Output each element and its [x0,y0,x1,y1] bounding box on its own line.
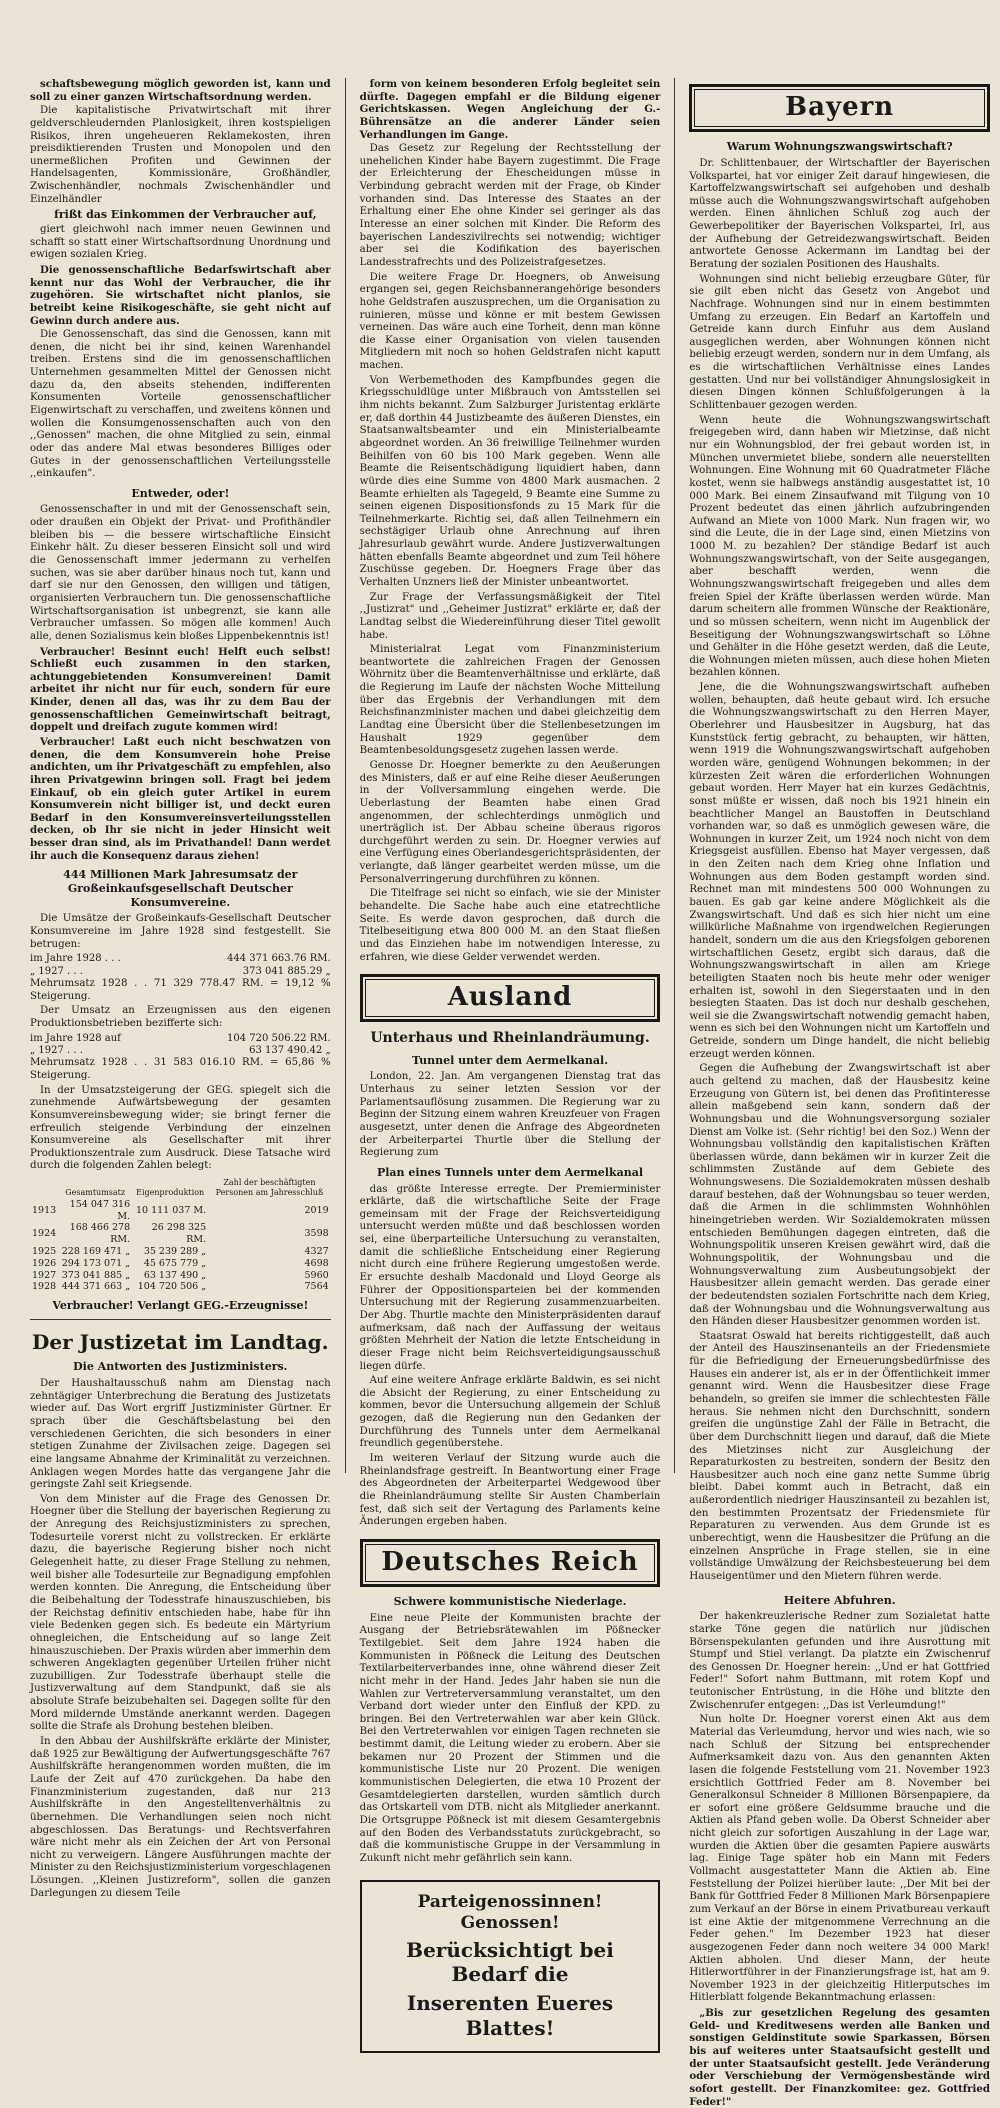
mid-para-1: form von keinem besonderen Erfolg begleitet sein dürfte. Dagegen empfahl er die Bildung eigener Gerichtskassen. Wegen Angleichung der G.-Bührensätze an die anderer Länder seien Verhandlungen im Gange. [359,78,661,141]
mid-para-5: Zur Frage der Verfassungsmäßigkeit der Titel ,,Justizrat" und ,,Geheimer Justizrat" erklärte er, daß der Landtag selbst die Wiedereinführung dieser Titel gewollt habe. [359,591,661,641]
right-column [689,78,991,2108]
bayern-para-1: Dr. Schlittenbauer, der Wirtschaftler der Bayerischen Volkspartei, hat vor einiger Zeit darauf hingewiesen, die Kartoffelzwangswirtschaft sei aufgehoben und deshalb müsse auch die Wohnungszwangswirtschaft aufgehoben werden. Einen ähnlichen Schluß zog auch der Gewerbepolitiker der Bayerischen Volkspartei, Irl, aus der Aufhebung der Getreidezwangswirtschaft. Beiden antwortete Genosse Ackermann im Landtag bei der Beratung der sozialen Positionen des Haushalts. [689,157,991,270]
ad-line-2: Berücksichtigt bei Bedarf die [406,1937,614,1987]
bayern-para-2: Wohnungen sind nicht beliebig erzeugbare Güter, für sie gilt eben nicht das Gesetz von Angebot und Nachfrage. Wohnungen sind nur in einem bestimmten Umfang zu erzeugen. Ein Bedarf an Kartoffeln und Getreide kann durch Einfuhr aus dem Ausland ausgeglichen werden, aber Wohnungen können nicht beliebig erzeugt werden, sondern nur in dem Umfang, als es die wirtschaftlichen Verhältnisse eines Landes gestatten. Und nur bei vollständiger Ahnungslosigkeit in diesen Dingen können Schlußfolgerungen à la Schlittenbauer gezogen werden. [689,273,991,412]
year-row-1928: im Jahre 1928 . . . 444 371 663.76 RM. [30,953,331,965]
table-row: 1927 373 041 885 „ 63 137 490 „ 5960 [32,1269,329,1281]
ausland-para-2: das größte Interesse erregte. Der Premierminister erklärte, daß die wirtschaftliche Seite der Frage gemeinsam mit der Frage der Reichsverteidigung untersucht werden müßte und daß beschlossen worden sei, eine überparteiliche Untersuchung zu veranstalten, damit die schließliche Entscheidung einer Regierung nicht durch eine frühere Regierung umgestoßen werde. Er ersuchte deshalb Macdonald und Lloyd George als Führer der Oppositionsparteien bei der kommenden Untersuchung mit der Regierung zusammenzuarbeiten. Der Abg. Thurtle machte den Ministerpräsidenten darauf aufmerksam, daß nach der Auffassung der weitaus größten Mehrheit der Nation die letzte Entscheidung in dieser Frage nicht beim Reichsverteidigungsausschuß liegen dürfe. [359,1183,661,1372]
ausland-para-4: Im weiteren Verlauf der Sitzung wurde auch die Rheinlandsfrage gestreift. In Beantwortung einer Frage des Abgeordneten der Arbeiterpartei Wedgewood über die Rheinlandräumung stellte Sir Austen Chamberlain fest, daß sich seit der Vertagung des Parlaments keine Änderungen ergeben haben. [359,1452,661,1528]
ausland-para-3: Auf eine weitere Anfrage erklärte Baldwin, es sei nicht die Absicht der Regierung, zu einer Entscheidung zu kommen, bevor die Untersuchung allgemein der Schluß gezogen, daß die Regierung nun den Gedanken der Durchführung des Tunnels unter dem Aermelkanal freundlich gegenüberstehe. [359,1375,661,1450]
body1-para-2: Verbraucher! Besinnt euch! Helft euch selbst! Schließt euch zusammen in den starken, achtunggebietenden Konsumvereinen! Damit arbeitet ihr nicht nur für euch, sondern für eure Kinder, denen all das, was ihr zu dem Bau der genossenschaftlichen Gemeinwirtschaft beitragt, doppelt und dreifach zugute kommen wird! [30,645,331,734]
intro-para-4: Die genossenschaftliche Bedarfswirtschaft aber kennt nur das Wohl der Verbraucher, die ihr zugehören. Sie wirtschaftet nicht planlos, sie betreibt keine Risikogeschäfte, sie geht nicht auf Gewinn durch andere aus. [30,263,331,327]
column-rule [345,78,346,1473]
bayern-subtitle: Warum Wohnungszwangswirtschaft? [726,140,953,154]
mid-para-4: Von Werbemethoden des Kampfbundes gegen die Kriegsschuldlüge unter Mißbrauch von Amtsstellen sei ihm nichts bekannt. Zum Salzburger Juristentag erklärte er, daß dorthin 44 Justizbeamte des äußeren Dienstes, ein Staatsanwaltsbeamter und ein Ministerialbeamte abgeordnet worden. An 36 freiwillige Teilnehmer wurden Beihilfen von 60 bis 100 Mark gegeben. Wenn alle Beamte die Reisentschädigung liquidiert haben, dann würde dies eine Summe von 4800 Mark ausmachen. 2 Beamte erhielten als Tagegeld, 9 Beamte eine Summe zu seinen eigenen Dispositionsfonds zu 15 Mark für die Teilnehmerkarte. Richtig sei, daß allen Teilnehmern ein sechstägiger Urlaub ohne Anrechnung auf ihren Jahresurlaub gewährt wurde. Andere Justizverwaltungen hätten ebenfalls Beamte abgeordnet und zum Teil höhere Zuschüsse gegeben. Dr. Hoegners Frage über das Verhalten Unzners ließ der Minister unbeantwortet. [359,374,661,588]
geg-body-3: In der Umsatzsteigerung der GEG. spiegelt sich die zunehmende Aufwärtsbewegung der gesamten Konsumvereinsbewegung wider; sie bringt ferner die erfreulich steigende Verbindung der einzelnen Konsumvereine als Gesellschafter mit ihrer Produktionszentrale zum Ausdruck. Diese Tatsache wird durch die folgenden Zahlen belegt: [30,1084,331,1172]
bayern-section-header: Bayern [689,84,990,132]
ausland-para-1: London, 22. Jan. Am vergangenen Dienstag trat das Unterhaus zu seiner letzten Session vor der Parlamentsauflösung zusammen. Die Regierung war zu Beginn der Sitzung einem wahren Kreuzfeuer von Fragen ausgesetzt, unter denen die Anfrage des Abgeordneten der Arbeiterpartei Thurtle über die Stellung der Regierung zum [359,1071,661,1159]
bayern-para-6: Staatsrat Oswald hat bereits richtiggestellt, daß auch der Anteil des Hauszinsenanteils an der Friedensmiete für die Befriedigung der Erneuerungsbedürfnisse des Hauses ein anderer ist, als er in der Öffentlichkeit immer genannt wird. Wenn die Hausbesitzer diese Frage behandeln, so greifen sie immer die schlechtesten Fälle heraus. Sie nehmen nicht den Durchschnitt, sondern greifen die ungünstige Zahl der Fälle in Betracht, die über dem Durchschnitt liegen und darauf, daß die Miete des Mietzinses nicht zur Ausgleichung der Reparaturkosten zu bestreiten, sondern der Besitz den Hausbesitzer auch noch eine ganz nette Summe übrig bleibt. Dabei kommt auch in Betracht, daß ein außerordentlich niedriger Hauszinsanteil zu bezahlen ist, den bestimmten Prozentsatz der Friedensmiete für Reparaturen zu verwenden. Aus dem Grunde ist es unberechtigt, wenn die Hausbesitzer die Prüfung an die einzelnen Ansprüche in Frage stellen, sie in eine vollständige Umwälzung der Reichsbesteuerung bei dem Hauseigentümer und den Mietern führen werde. [689,1330,991,1582]
ad-line-1: Parteigenossinnen! Genossen! [417,1891,603,1933]
intro-para-3: giert gleichwohl nach immer neuen Gewinnen und schafft so statt einer Wirtschaftsordnung Unordnung und ewigen sozialen Krieg. [30,224,331,261]
table-row: 1926 294 173 071 „ 45 675 779 „ 4698 [32,1257,329,1269]
reich-section-header: Deutsches Reich [360,1539,661,1587]
ausland-subheading-2: Plan eines Tunnels unter dem Aermelkanal [376,1165,644,1179]
justiz-para-3: In den Abbau der Aushilfskräfte erklärte der Minister, daß 1925 zur Bewältigung der Aufwertungsgeschäfte 767 Aushilfskräfte herangenommen worden mußten, die im Laufe der Zeit auf 470 zurückgehen. Da habe den Finanzministerium zugestanden, daß nur 213 Aushilfskräfte in den Angestelltenverhältnis zu übernehmen. Die Verhandlungen seien noch nicht abgeschlossen. Das Beratungs- und Rechtsverfahren wäre nicht mehr als ein Zeichen der Art von Personal nicht zu verweigern. Längere Ausführungen machte der Minister zu den Reichsjustizministerium vorgeschlagenen Lösungen. ,,Kleinen Justizreform", sollen die ganzen Darlegungen zu diesem Teile [30,1736,331,1899]
heitere-title: Heitere Abfuhren. [783,1593,896,1607]
prod-row-1928: im Jahre 1928 auf 104 720 506.22 RM. [30,1032,331,1044]
ad-line-3: Inserenten Eueres Blattes! [406,1991,614,2041]
heitere-para-3: „Bis zur gesetzlichen Regelung des gesamten Geld- und Kreditwesens werden alle Banken und sonstigen Geldinstitute sowie Sparkassen, Börsen bis auf weiteres unter Staatsaufsicht gestellt und der unter Staatsaufsicht gestellt. Jede Veränderung oder Verschiebung der Vermögensbestände wird sofort gestellt. Der Finanzkomitee: gez. Gottfried Feder!" [689,2007,991,2108]
geg-body-2: Der Umsatz an Erzeugnissen aus den eigenen Produktionsbetrieben bezifferte sich: [30,1005,331,1029]
table-row: 1924 168 466 278 RM. 26 298 325 RM. 3598 [32,1222,329,1246]
mid-para-6: Ministerialrat Legat vom Finanzministerium beantwortete die zahlreichen Fragen der Genossen Wöhrnitz über die Beamtenverhältnisse und erklärte, daß die Regierung im Laufe der nächsten Woche Mitteilung über das Ergebnis der Verhandlungen mit dem Reichsfinanzminister machen und dabei gleichzeitig dem Landtag eine Übersicht über die Stellenbesetzungen im Haushalt 1929 gegenüber dem Beamtenbesoldungsgesetz zugehen lassen werde. [359,644,661,757]
bayern-para-4: Jene, die die Wohnungszwangswirtschaft aufheben wollen, behaupten, daß heute gebaut wird. Ich ersuche die Wohnungszwangswirtschaft zu den Herren Mayer, Oberlehrer und Hausbesitzer in Augsburg, hat das Kunststück fertig gebracht, zu behaupten, wir hätten, wenn 1919 die Wohnungszwangswirtschaft aufgehoben worden wäre, genügend Wohnungen bekommen; in der kürzesten Zeit wären die erforderlichen Wohnungen gebaut worden. Herr Mayer hat ein kurzes Gedächtnis, sonst müßte er wissen, daß noch bis 1921 hinein ein beachtlicher Mangel an Baustoffen in Deutschland vorhanden war, so daß es unmöglich gewesen wäre, die Wohnungen in kurzer Zeit, um 1924 noch nicht von dem Kriegsgeist ausfüllen. Ebenso hat Mayer vergessen, daß in den Zeiten nach dem Krieg ohne Inflation und Wohnungen aus dem Boden gestampft worden sind. Rechnet man mit mindestens 500 000 Wohnungen zu bauen. Es gab gar keine andere Möglichkeit als die Zwangswirtschaft. Und daß es sich hier nicht um eine willkürliche Maßnahme von irgendwelchen Regierungen handelt, sondern um die aus den Kriegsfolgen geborenen wirtschaftlichen Gesetz, ergibt sich daraus, daß die Wohnungszwangswirtschaft in allen am Kriege beteiligten Staaten noch bis heute mehr oder weniger erhalten ist, sowohl in den Siegerstaaten und in den besiegten Staaten. Das ist doch nur deshalb geschehen, weil sie die Zwangswirtschaft notwendig gemacht haben, wenn es sich bei den Wohnungen nicht um Kartoffeln und Getreide, sondern um Dinge handelt, die nicht beliebig erzeugt werden können. [689,682,991,1060]
mehrumsatz-2: Mehrumsatz 1928 . . 31 583 016.10 RM. = 65,86 % Steigerung. [30,1057,331,1081]
ausland-subtitle: Tunnel unter dem Aermelkanal. [411,1053,609,1067]
geg-heading-2: Großeinkaufsgesellschaft Deutscher Konsumvereine. [67,882,293,909]
geg-table-header: Gesamtumsatz Eigenproduktion Zahl der beschäftigten Personen am Jahresschluß [65,1178,324,1197]
intro-para-1: schaftsbewegung möglich geworden ist, kann und soll zu einer ganzen Wirtschaftsordnung werden. [30,78,331,103]
ausland-title: Unterhaus und Rheinlandräumung. [370,1030,650,1047]
heitere-para-1: Der hakenkreuzlerische Redner zum Sozialetat hatte starke Töne gegen die natürlich nur jüdischen Börsenspekulanten gefunden und ihre Ausrottung mit Stumpf und Stiel verlangt. Da platzte ein Zwischenruf des Genossen Dr. Hoegner herein: ,,Und er hat Gottfried Feder!" Sofort nahm Buttmann, mit rotem Kopf und teutonischer Entrüstung, in die Höhe und blitzte den Zwischenrufer entgegen: ,,Das ist Verleumdung!" [689,1611,991,1711]
reich-para: Eine neue Pleite der Kommunisten brachte der Ausgang der Betriebsrätewahlen im Pößnecker Textilgebiet. Seit dem Jahre 1924 haben die Kommunisten in Pößneck die Leitung des Deutschen Textilarbeiterverbandes inne, ohne während dieser Zeit nicht mehr in der Hand. Jedes Jahr haben sie nun die Wahlen zur Vertreterversammlung veranstaltet, um den Verband dort wieder unter den Einfluß der KPD. zu bringen. Bei den Vertreterwahlen war aber kein Glück. Bei den Vertreterwahlen vor einigen Tagen rechneten sie bestimmt damit, die Leitung wieder zu erobern. Aber sie bekamen nur 20 Prozent der Stimmen und die kommunistische Liste nur 20 Prozent. Die wenigen kommunistischen Delegierten, die etwa 10 Prozent der Gesamtdelegierten darstellen, wurden sämtlich durch das Ortskartell vom DTB. nicht als Mitglieder anerkannt. Die Ortsgruppe Pößneck ist mit diesem Gesamtergebnis auf den Boden des Verbandsstatuts zurückgebracht, so daß die kommunistische Gruppe in der Versammlung in Zukunft nicht mehr gefährlich sein kann. [359,1612,661,1864]
intro-subhead: frißt das Einkommen der Verbraucher auf, [54,208,317,222]
geg-heading-1: 444 Millionen Mark Jahresumsatz der [63,868,298,882]
middle-column [359,78,661,2041]
mehrumsatz-1: Mehrumsatz 1928 . . 71 329 778.47 RM. = 19,12 % Steigerung. [30,977,331,1002]
body1-para-1: Genossenschafter in und mit der Genossenschaft sein, oder draußen ein Objekt der Privat- und Profithändler bleiben bis — die bessere wirtschaftliche Einsicht Einkehr hält. Zu dieser besseren Einsicht soll und wird die Genossenschaft immer jedermann zu verhelfen suchen, was sie aber darüber hinaus noch tut, kann und darf sie nur den Genossen, den willigen und tätigen, organisierten Verbrauchern tun. Die genossenschaftliche Wirtschaftsorganisation ist unbegrenzt, sie kann alle Verbraucher umfassen. So mögen alle kommen! Auch alle, denen Sozialismus kein bloßes Lippenbekenntnis ist! [30,504,331,642]
heitere-para-2: Nun holte Dr. Hoegner vorerst einen Akt aus dem Material das Verleumdung, hervor und wies nach, wie so nach Schluß der Sitzung bei entsprechender Aufmerksamkeit dazu von. Aus den genannten Akten lasen die folgende Feststellung vom 21. November 1923 ersichtlich Gottfried Feder am 8. November bei Generalkonsul Schneider 8 Millionen Börsenpapiere, da er sofort eine größere Geldsumme brauche und die Aktien als Pfand geben wolle. Da Oberst Schneider aber nicht gleich zur sofortigen Auszahlung in der Lage war, wurden die Aktien über die gesamten Papiere auswärts lag. Einige Tage später hob ein Mann mit Feders Vollmacht ausgestatteter Mann die Aktien ab. Eine Feststellung der Polizei hierüber laute: ,,Der Mit bei der Bank für Gottfried Feder 8 Millionen Mark Börsenpapiere zum Verkauf an der Börse in einem Privatbureau verkauft ist eine Aktie der mitgenommene Verrechnung an die Feder gehen." Im Dezember 1923 hat dieser ausgezogenen Feder dann noch weitere 34 000 Mark! Aktien abholen. Und dieser Mann, der heute Hitlerwortführer in der Finanzierungsfrage ist, hat am 9. November 1923 in der gleichzeitig Hitlerputsches im Hitlerblatt folgende Bekanntmachung erlassen: [689,1714,991,2004]
justiz-para-1: Der Haushaltausschuß nahm am Dienstag nach zehntägiger Unterbrechung die Beratung des Justizetats wieder auf. Das Wort ergriff Justizminister Gürtner. Er sprach über die Geschäftsbelastung bei den verschiedenen Gerichten, die sich besonders in einer stetigen Zunahme der Zivilsachen zeige. Dagegen sei eine langsame Abnahme der Kriminalität zu verzeichnen. Anklagen wegen Mordes hatte das vergangene Jahr die geringste Zahl seit Kriegsende. [30,1378,331,1491]
left-column [30,78,331,1899]
divider [30,1319,331,1320]
mid-para-7: Genosse Dr. Hoegner bemerkte zu den Aeußerungen des Ministers, daß er auf eine Reihe dieser Aeußerungen in der Vollversammlung eingehen werde. Die Ueberlastung der Beamten habe einen Grad angenommen, der schlechterdings unmöglich und unerträglich ist. Der Abbau scheine überaus rigoros durchgeführt werden zu sein. Dr. Hoegner verwies auf eine Verfügung eines Oberlandesgerichtspräsidenten, der verlangte, daß länger gearbeitet werden müsse, um die Personalverringerung durchführen zu können. [359,759,661,885]
either-or-heading: Entweder, oder! [131,486,230,500]
mid-para-8: Die Titelfrage sei nicht so einfach, wie sie der Minister behandelte. Die Sache habe auch eine etatrechtliche Seite. Es werde davon gesprochen, daß durch die Titelbeseitigung etwa 800 000 M. an den Staat fließen und das Einziehen habe im notwendigen Interesse, zu erfahren, wie diese Gelder verwendet werden. [359,888,661,963]
table-row: 1928 444 371 663 „ 104 720 506 „ 7564 [32,1281,329,1293]
column-rule [674,78,675,1473]
bayern-para-5: Gegen die Aufhebung der Zwangswirtschaft ist aber auch geltend zu machen, daß der Hausbesitz keine Erzeugung von Gütern ist, bei denen das Profitinteresse allein maßgebend sein kann, sondern daß der Wohnungsbau und die Wohnungsversorgung sozialer Dienst am Volke ist. (Sehr richtig! bei den Soz.) Wenn der Wohnungsbau vollständig den kapitalistischen Kräften überlassen würde, dann bekämen wir in kurzer Zeit die schlimmsten Zustände auf dem Gebiete des Wohnungswesens. Die Sozialdemokraten müssen deshalb darauf bestehen, daß der Wohnungsbau so teuer werden, daß die Armen in die schlimmsten Wohnhöhlen hineingetrieben werden. Wir Sozialdemokraten müssen entschieden Bemühungen dagegen eintreten, daß die Wohnungspolitik unseren Kreisen gewährt wird, daß die Wohnungspolitik, der Wohnungsbau und die Wohnungsverwaltung zum Ausbeutungsobjekt der Hausbesitzer allein gemacht werden. Das gerade einer der bedeutendsten sozialen Fortschritte nach dem Krieg, daß der Wohnungsbau und die Wohnungsverwaltung aus den Händen dieser Hausbesitzer genommen worden ist. [689,1063,991,1328]
party-advertisement [360,1880,661,2053]
year-row-1927: „ 1927 . . . 373 041 885.29 „ [30,965,331,977]
prod-row-1927: „ 1927 . . . 63 137 490.42 „ [30,1044,331,1056]
reich-subtitle: Schwere kommunistische Niederlage. [393,1595,627,1609]
mid-para-3: Die weitere Frage Dr. Hoegners, ob Anweisung ergangen sei, gegen Reichsbannerangehörige besonders hohe Geldstrafen auszusprechen, um die Organisation zu ruinieren, müsse und könne er mit bestem Gewissen verneinen. Das wäre auch eine Torheit, denn man könne die Kasse einer Organisation von vielen tausenden Mitgliedern mit noch so hohen Geldstrafen nicht kaputt machen. [359,271,661,372]
table-row: 1925 228 169 471 „ 35 239 289 „ 4327 [32,1245,329,1257]
mid-para-2: Das Gesetz zur Regelung der Rechtsstellung der unehelichen Kinder habe Bayern zugestimmt. Die Frage der Erleichterung der Ehescheidungen müsse in Verbindung gebracht werden mit der Frage, ob Kinder vorhanden sind. Das Interesse des Staates an der Erhaltung einer Ehe ohne Kinder sei geringer als das Interesse an einer solchen mit Kinder. Die Reform des bayerischen Landeszivilrechts sei notwendig; wichtiger aber sei die Kodifikation des bayerischen Landesstrafrechts und des Polizeistrafgesetzes. [359,143,661,268]
intro-para-5: Die Genossenschaft, das sind die Genossen, kann mit denen, die nicht bei ihr sind, keinen Warenhandel treiben. Erstens sind die im genossenschaftlichen Unternehmen gesammelten Mittel der Genossen nicht dazu da, den abseits stehenden, indifferenten Konsumenten Vorteile genossenschaftlicher Eigenwirtschaft zu verschaffen, und zweitens können und wollen die Konsumgenossenschaften auch von den ,,Genossen" machen, die ohne Mitglied zu sein, einmal oder das andere Mal etwas besonderes Billiges oder Gutes in der genossenschaftlichen Verteilungsstelle ,,einkaufen". [30,329,331,480]
bayern-para-3: Wenn heute die Wohnungszwangswirtschaft freigegeben wird, dann haben wir Mietzinse, daß nicht nur ein Wohnungsblod, der frei gebaut worden ist, in München unvermietet bliebe, sondern alle neuerstellten Wohnungen. Eine Wohnung mit 60 Quadratmeter Fläche kostet, wenn sie halbwegs anständig ausgestattet ist, 10 000 Mark. Bei einem Zinsaufwand mit Tilgung von 10 Prozent bedeutet das einen jährlich aufzubringenden Aufwand an Miete von 1000 Mark. Nun fragen wir, wo sind die Leute, die in der Lage sind, einen Mietzins von 1000 M. zu bezahlen? Der ständige Bedarf ist auch Wohnungszwangswirtschaft, von der Seite ausgegangen, aber beschafft werden, wenn die Wohnungszwangswirtschaft freigegeben und alles dem freien Spiel der Kräfte überlassen werden würde. Man darum scheitern alle frommen Wünsche der Reaktionäre, und so müssen scheitern, wenn nicht im Augenblick der Beseitigung der Wohnungszwangswirtschaft so Löhne und Gehälter in die Höhe gesetzt werden, daß die Leute, die Wohnungen mieten müssen, auch diese hohen Mieten bezahlen können. [689,414,991,679]
geg-table [30,1177,331,1293]
geg-body-1: Die Umsätze der Großeinkaufs-Gesellschaft Deutscher Konsumvereine im Jahre 1928 sind festgestellt. Sie betrugen: [30,913,331,950]
body1-para-3: Verbraucher! Laßt euch nicht beschwatzen von denen, die dem Konsumverein hohe Preise andichten, um ihr Privatgeschäft zu empfehlen, also ihren Privatgewinn bringen soll. Fragt bei jedem Einkauf, ob ein gleich guter Artikel in eurem Konsumverein nicht billiger ist, und deckt euren Bedarf in den Konsumvereinsverteilungsstellen decken, ob Ihr sie nicht in jeder Hinsicht weit besser dran sind, als im Privathandel! Dann werdet ihr auch die Konsequenz daraus ziehen! [30,736,331,862]
ausland-section-header: Ausland [360,974,661,1022]
justiz-title: Der Justizetat im Landtag. [32,1329,329,1354]
geg-slogan: Verbraucher! Verlangt GEG.-Erzeugnisse! [52,1299,309,1313]
justiz-subtitle: Die Antworten des Justizministers. [73,1360,288,1374]
table-row: 1913 154 047 316 M. 10 111 037 M. 2019 [32,1198,329,1222]
justiz-para-2: Von dem Minister auf die Frage des Genossen Dr. Hoegner über die Stellung der bayerischen Regierung zu der Anregung des Reichsjustizministers zu sprechen, Todesurteile vorerst nicht zu vollstrecken. Er erklärte dazu, die bayerische Regierung bisher noch nicht Gelegenheit hatte, zu dieser Frage Stellung zu nehmen, weil bisher alle Todesurteile zur Begnadigung empfohlen werden konnten. Die Anregung, die Entscheidung über die Beibehaltung der Todesstrafe hinauszuschieben, bis der Reichstag definitiv entschieden habe, habe für ihn viele Bedenken gegen sich. Es bedeute ein Märtyrium ohnegleichen, die Entscheidung auf so lange Zeit hinauszuschieben. Der Praxis würden aber immerhin dem schweren Angeklagten gegenüber Urteilen früher nicht zuzubilligen. Zur Todesstrafe überhaupt stelle die Justizverwaltung auf dem Standpunkt, daß sie als absolute Strafe beizubehalten sei. Dagegen sollte für den Mord mildernde Umstände anerkannt werden. Dagegen sollte die Strafe als Drohung bestehen bleiben. [30,1493,331,1733]
intro-para-2: Die kapitalistische Privatwirtschaft mit ihrer geldverschleudernden Planlosigkeit, ihren kostspieligen Risikos, ihren ungeheueren Reklamekosten, ihren preisdiktierenden Trusten und Monopolen und den unermeßlichen Profiten und Gewinnen der Handelsagenten, Kommissionäre, Großhändler, Zwischenhändler, nochmals Zwischenhändler und Einzelhändler [30,105,331,205]
